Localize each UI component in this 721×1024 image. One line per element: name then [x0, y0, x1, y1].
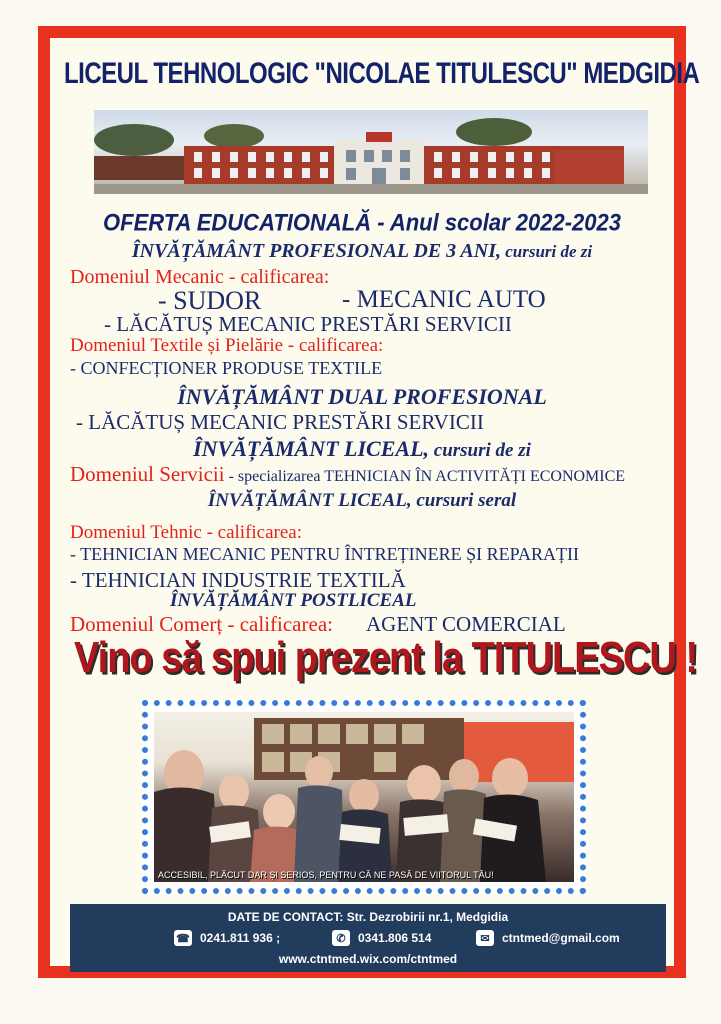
contact-phone1	[174, 930, 280, 946]
phone1-text: 0241.811 936 ;	[200, 931, 281, 945]
poster-frame	[38, 26, 700, 978]
liceal-zi-suffix: cursuri de zi	[429, 440, 531, 461]
website-link[interactable]: www.ctntmed.wix.com/ctntmed	[278, 952, 458, 966]
tehnic-domain: Domeniul Tehnic - calificarea:	[70, 522, 303, 543]
postliceal-heading: ÎNVĂȚĂMÂNT POSTLICEAL	[170, 590, 417, 611]
servicii-spec: - specializarea TEHNICIAN ÎN ACTIVITĂȚI ECONOMICE	[224, 468, 626, 485]
contact-heading: DATE DE CONTACT: Str. Dezrobirii nr.1, Medgidia	[227, 910, 509, 924]
photo-caption: ACCESIBIL, PLĂCUT DAR ȘI SERIOS, PENTRU CĂ NE PASĂ DE VIITORUL TĂU!	[158, 870, 494, 880]
students-photo	[154, 712, 574, 882]
liceal-zi-main: ÎNVĂȚĂMÂNT LICEAL,	[193, 436, 430, 461]
email-text[interactable]: ctntmed@gmail.com	[502, 931, 620, 945]
liceal-seral-heading: ÎNVĂȚĂMÂNT LICEAL, cursuri seral	[207, 490, 517, 511]
qual-tehnician-textila: - TEHNICIAN INDUSTRIE TEXTILĂ	[70, 568, 406, 592]
contact-phone2	[332, 930, 431, 946]
qual-mecanic-auto: - MECANIC AUTO	[342, 286, 546, 313]
students-illustration	[154, 712, 574, 882]
contact-row	[70, 930, 666, 950]
qual-lacatus: - LĂCĂTUȘ MECANIC PRESTĂRI SERVICII	[104, 312, 512, 336]
qual-confectioner: - CONFECȚIONER PRODUSE TEXTILE	[70, 358, 383, 378]
comert-domain: Domeniul Comerț - calificarea:	[70, 612, 333, 636]
contact-box	[70, 904, 666, 972]
textile-domain: Domeniul Textile și Pielărie - calificarea:	[70, 335, 384, 356]
servicii-domain: Domeniul Servicii	[70, 462, 225, 486]
slogan: Vino să spui prezent la TITULESCU !	[74, 634, 698, 683]
qual-tehnician-mecanic: - TEHNICIAN MECANIC PENTRU ÎNTREȚINERE ȘI REPARAȚII	[70, 544, 579, 564]
contact-email[interactable]	[476, 930, 620, 946]
qual-agent-comercial: AGENT COMERCIAL	[366, 612, 566, 636]
profesional-heading-suffix: cursuri de zi	[500, 242, 593, 261]
liceal-zi-heading	[50, 436, 674, 462]
email-icon: ✉	[476, 930, 494, 946]
school-title: LICEUL TEHNOLOGIC "NICOLAE TITULESCU" MEDGIDIA	[64, 56, 700, 91]
students-photo-frame	[142, 700, 586, 894]
building-illustration	[94, 110, 648, 194]
mobile-phone-icon: ✆	[332, 930, 350, 946]
mecanic-domain: Domeniul Mecanic - calificarea:	[70, 266, 330, 288]
offer-title: OFERTA EDUCATIONALĂ - Anul scolar 2022-2023	[103, 208, 621, 237]
dual-heading: ÎNVĂȚĂMÂNT DUAL PROFESIONAL	[177, 384, 547, 409]
phone-icon: ☎	[174, 930, 192, 946]
profesional-heading	[50, 240, 674, 263]
school-building-photo	[94, 110, 648, 194]
servicii-line	[70, 462, 625, 487]
qual-sudor: - SUDOR	[158, 286, 262, 315]
dual-lacatus: - LĂCĂTUȘ MECANIC PRESTĂRI SERVICII	[76, 410, 484, 434]
profesional-heading-main: ÎNVĂȚĂMÂNT PROFESIONAL DE 3 ANI,	[131, 240, 501, 262]
phone2-text: 0341.806 514	[358, 931, 432, 945]
